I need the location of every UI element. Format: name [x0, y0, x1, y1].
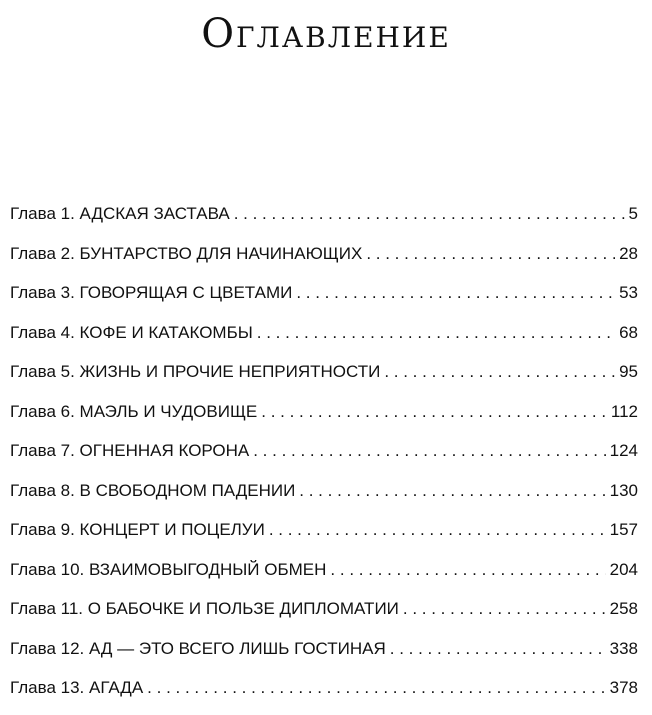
toc-entry-page: 112 — [610, 401, 638, 421]
dot-leader — [147, 675, 605, 701]
dot-leader — [296, 280, 615, 306]
dot-leader — [299, 478, 605, 504]
toc-entry-page: 130 — [609, 480, 638, 500]
dot-leader — [384, 359, 615, 385]
toc-entry — [10, 438, 638, 478]
toc-entry-page: 204 — [609, 559, 638, 579]
toc-entry-label: Глава 8. В СВОБОДНОМ ПАДЕНИИ — [10, 480, 296, 500]
toc-entry-page: 258 — [609, 599, 638, 618]
dot-leader — [257, 320, 615, 346]
toc-entry — [10, 517, 638, 557]
toc-entry — [10, 241, 638, 281]
dot-leader — [261, 399, 607, 425]
toc-entry — [10, 359, 638, 399]
toc-entry-label: Глава 6. МАЭЛЬ И ЧУДОВИЩЕ — [10, 401, 258, 421]
toc-entry-label: Глава 9. КОНЦЕРТ И ПОЦЕЛУИ — [10, 520, 265, 539]
toc-entry-label: Глава 3. ГОВОРЯЩАЯ С ЦВЕТАМИ — [10, 283, 293, 302]
dot-leader — [390, 636, 606, 662]
toc-entry — [10, 557, 638, 597]
dot-leader — [403, 596, 606, 622]
toc-entry — [10, 636, 638, 676]
page-title: Оглавление — [201, 11, 451, 57]
toc-entry-label: Глава 10. ВЗАИМОВЫГОДНЫЙ ОБМЕН — [10, 559, 327, 579]
toc-entry-page: 124 — [609, 441, 638, 460]
toc-entry-label: Глава 13. АГАДА — [10, 678, 144, 697]
toc-entry — [10, 399, 638, 439]
toc-entry-page: 338 — [609, 638, 638, 658]
toc-entry-page: 157 — [609, 520, 638, 539]
toc-entry-label: Глава 1. АДСКАЯ ЗАСТАВА — [10, 204, 230, 223]
toc-entry — [10, 201, 638, 241]
dot-leader — [234, 201, 625, 227]
toc-entry-page: 53 — [619, 283, 638, 302]
toc-entry-label: Глава 5. ЖИЗНЬ И ПРОЧИЕ НЕПРИЯТНОСТИ — [10, 362, 381, 381]
toc-entry-page: 378 — [609, 678, 638, 697]
dot-leader — [330, 557, 605, 583]
dot-leader — [253, 438, 605, 464]
toc-entry-label: Глава 11. О БАБОЧКЕ И ПОЛЬЗЕ ДИПЛОМАТИИ — [10, 599, 399, 618]
toc-entry — [10, 596, 638, 636]
toc-entry — [10, 675, 638, 715]
toc-entry-label: Глава 4. КОФЕ И КАТАКОМБЫ — [10, 322, 253, 342]
toc-entry-label: Глава 7. ОГНЕННАЯ КОРОНА — [10, 441, 250, 460]
toc-entry-label: Глава 2. БУНТАРСТВО ДЛЯ НАЧИНАЮЩИХ — [10, 243, 363, 263]
toc-list — [10, 201, 638, 715]
toc-entry — [10, 280, 638, 320]
toc-entry-page: 5 — [628, 204, 638, 223]
dot-leader — [269, 517, 606, 543]
dot-leader — [366, 241, 615, 267]
toc-entry-page: 28 — [619, 243, 638, 263]
toc-entry-page: 95 — [619, 362, 638, 381]
toc-entry-label: Глава 12. АД — ЭТО ВСЕГО ЛИШЬ ГОСТИНАЯ — [10, 638, 386, 658]
toc-entry — [10, 478, 638, 518]
toc-entry-page: 68 — [619, 322, 638, 342]
toc-entry — [10, 320, 638, 360]
